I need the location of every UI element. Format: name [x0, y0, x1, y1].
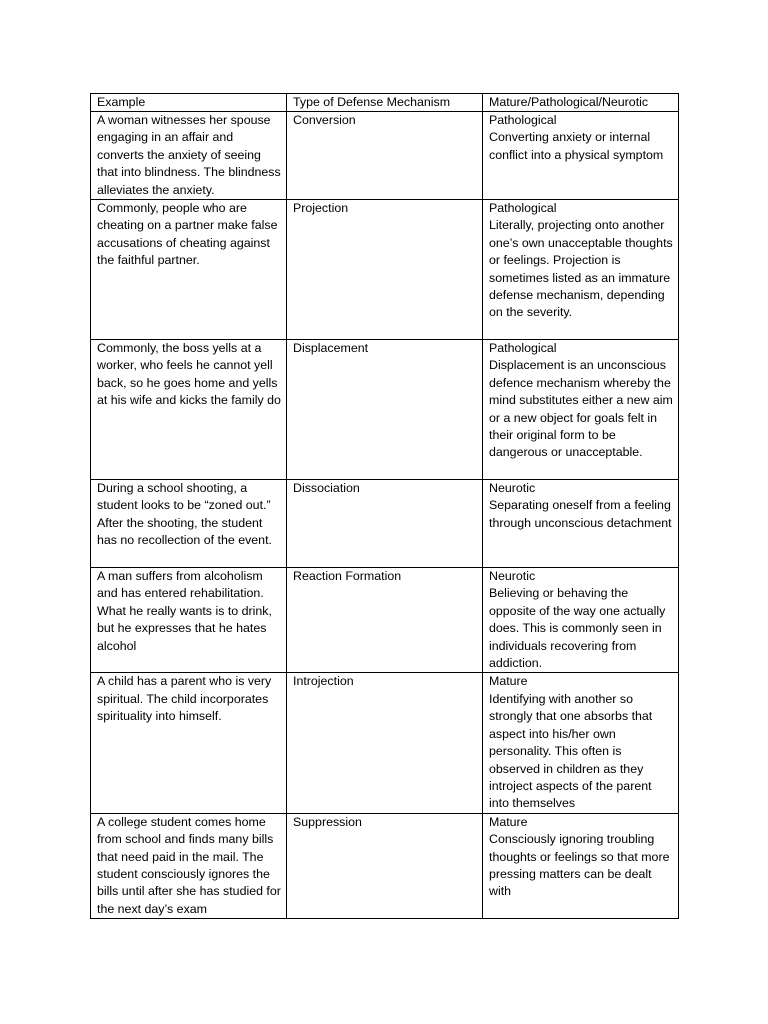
- table-row: [91, 340, 679, 480]
- example-cell: A man suffers from alcoholism and has entered rehabilitation. What he really wants is to drink, but he expresses that he hates alcohol: [91, 568, 287, 673]
- mechanism-cell: Conversion: [287, 112, 483, 200]
- classification-cell: [483, 200, 679, 340]
- header-example: Example: [91, 94, 287, 112]
- description-text: Separating oneself from a feeling through unconscious detachment: [489, 498, 672, 530]
- category-label: Pathological: [489, 341, 557, 356]
- description-text: Consciously ignoring troubling thoughts or feelings so that more pressing matters can be dealt with: [489, 832, 670, 899]
- description-text: Literally, projecting onto another one’s own unacceptable thoughts or feelings. Projection is sometimes listed as an immature defense mechanism, depending on the severity.: [489, 218, 673, 320]
- category-label: Mature: [489, 674, 528, 689]
- example-cell: A college student comes home from school and finds many bills that need paid in the mail. The student consciously ignores the bills until after she has studied for the next day’s exam: [91, 813, 287, 918]
- mechanism-cell: Dissociation: [287, 480, 483, 568]
- example-cell: During a school shooting, a student looks to be “zoned out.” After the shooting, the student has no recollection of the event.: [91, 480, 287, 568]
- table-row: [91, 673, 679, 813]
- description-text: Identifying with another so strongly that one absorbs that aspect into his/her own personality. This often is observed in children as they introject aspects of the parent into themselves: [489, 691, 653, 811]
- mechanism-cell: Introjection: [287, 673, 483, 813]
- classification-cell: [483, 340, 679, 480]
- example-cell: A child has a parent who is very spiritual. The child incorporates spirituality into himself.: [91, 673, 287, 813]
- table-header: [91, 94, 679, 112]
- classification-cell: [483, 813, 679, 918]
- mechanism-cell: Suppression: [287, 813, 483, 918]
- category-label: Neurotic: [489, 481, 536, 496]
- description-text: Believing or behaving the opposite of the way one actually does. This is commonly seen in individuals recovering from addiction.: [489, 586, 666, 671]
- table-row: [91, 813, 679, 918]
- description-text: Displacement is an unconscious defence mechanism whereby the mind substitutes either a new aim or a new object for goals felt in their original form to be dangerous or unacceptable.: [489, 358, 673, 460]
- classification-cell: [483, 673, 679, 813]
- mechanism-cell: Reaction Formation: [287, 568, 483, 673]
- header-row: [91, 94, 679, 112]
- mechanism-cell: Displacement: [287, 340, 483, 480]
- header-mechanism-type: Type of Defense Mechanism: [287, 94, 483, 112]
- category-label: Mature: [489, 814, 528, 829]
- table-row: [91, 200, 679, 340]
- mechanism-cell: Projection: [287, 200, 483, 340]
- classification-cell: [483, 568, 679, 673]
- table-body: [91, 112, 679, 919]
- example-cell: Commonly, people who are cheating on a partner make false accusations of cheating against the faithful partner.: [91, 200, 287, 340]
- table-row: [91, 112, 679, 200]
- description-text: Converting anxiety or internal conflict into a physical symptom: [489, 130, 664, 162]
- example-cell: A woman witnesses her spouse engaging in an affair and converts the anxiety of seeing that into blindness. The blindness alleviates the anxiety.: [91, 112, 287, 200]
- classification-cell: [483, 112, 679, 200]
- table-row: [91, 568, 679, 673]
- category-label: Neurotic: [489, 569, 536, 584]
- table-row: [91, 480, 679, 568]
- header-classification: Mature/Pathological/Neurotic: [483, 94, 679, 112]
- defense-mechanisms-table: [90, 93, 679, 919]
- category-label: Pathological: [489, 113, 557, 127]
- example-cell: Commonly, the boss yells at a worker, who feels he cannot yell back, so he goes home and yells at his wife and kicks the family do: [91, 340, 287, 480]
- category-label: Pathological: [489, 201, 557, 216]
- classification-cell: [483, 480, 679, 568]
